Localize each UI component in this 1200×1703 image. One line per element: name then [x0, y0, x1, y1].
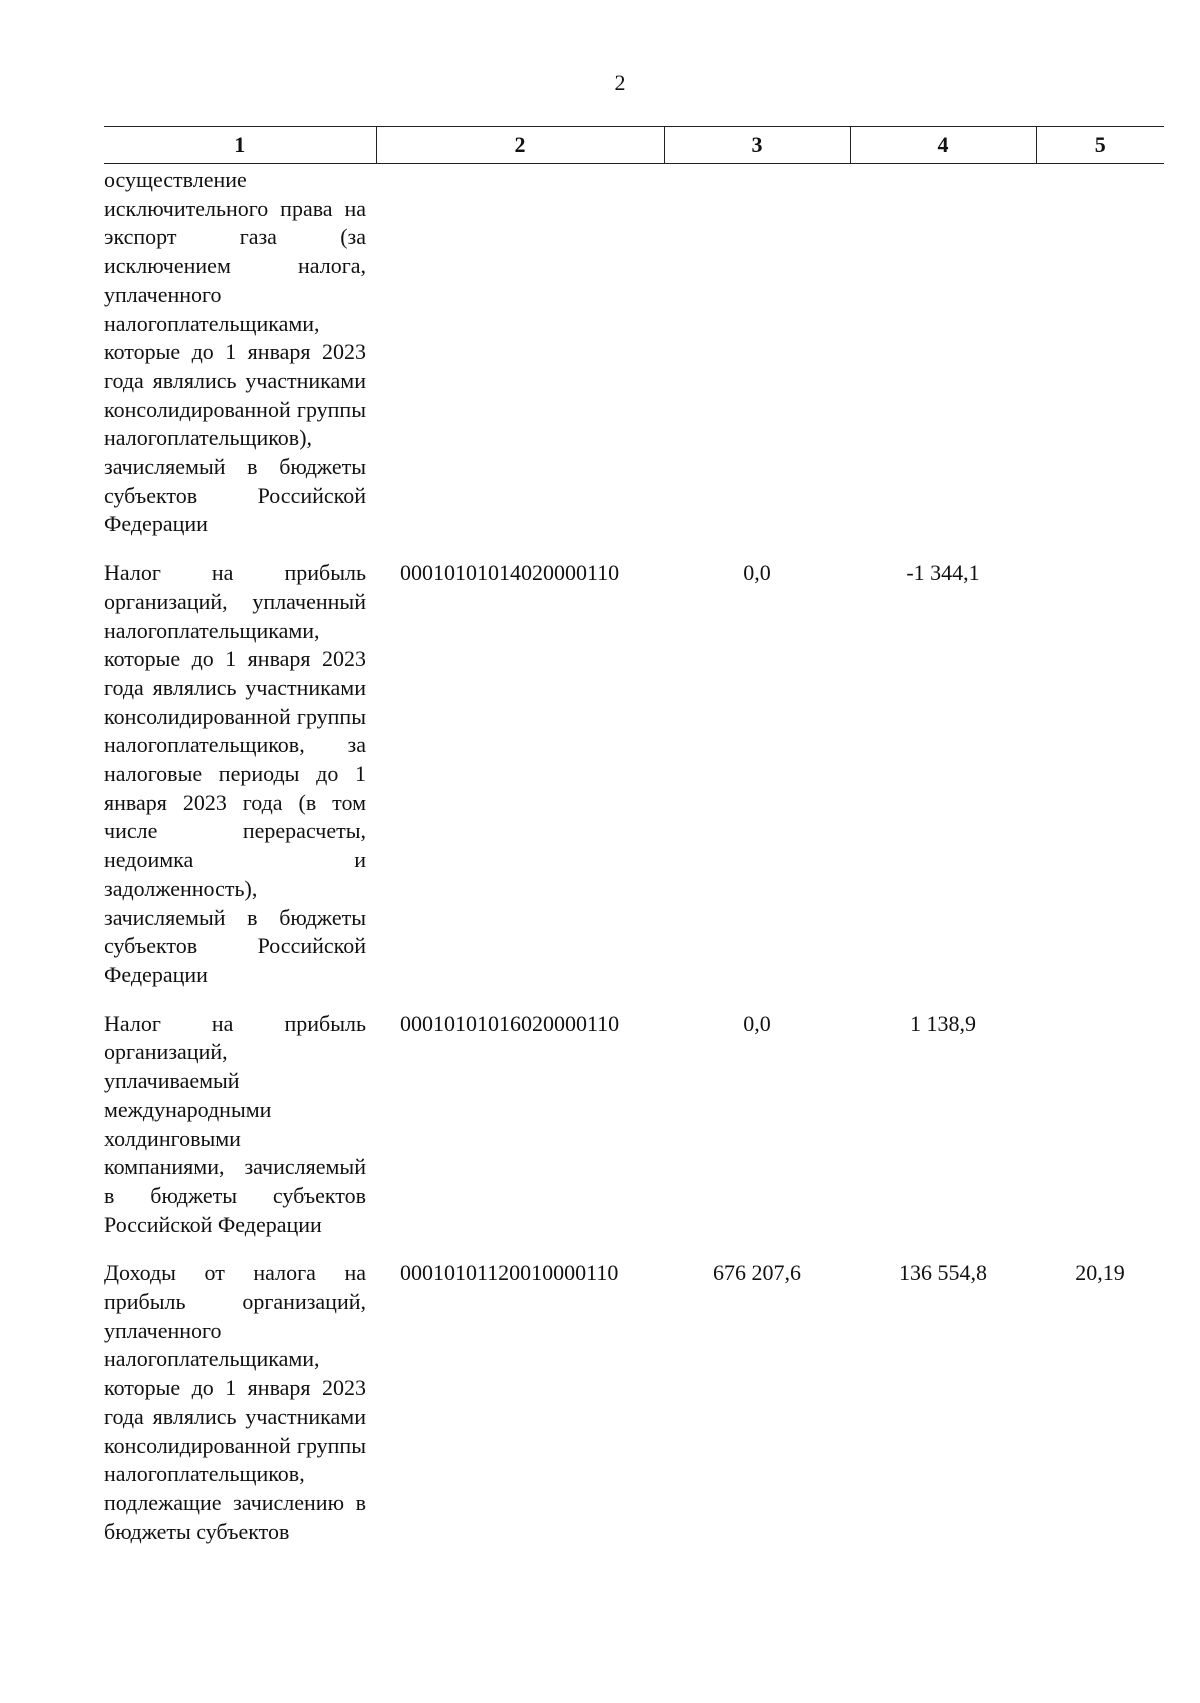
row-actual: -1 344,1 [906, 560, 980, 586]
row-name: осуществление исключительного права на экспорт газа (за исключением налога, уплаченного налогоплательщиками, которые до 1 января 2023 года являлись участниками консолидированной группы налогоплательщиков), зачисляемый в бюджеты субъектов Российской Федерации [104, 167, 366, 537]
column-header-4: 4 [850, 127, 1036, 164]
row-actual: 136 554,8 [899, 1260, 987, 1286]
header-row [104, 127, 1164, 164]
row-percent [1036, 1010, 1164, 1260]
table-row [104, 1010, 1164, 1260]
row-percent [1036, 164, 1164, 560]
table-row [104, 164, 1164, 560]
row-actual [850, 164, 1036, 560]
row-plan [664, 164, 850, 560]
table-row [104, 559, 1164, 1010]
column-header-5: 5 [1036, 127, 1164, 164]
row-name: Налог на прибыль организаций, уплачиваемый международными холдинговыми компаниями, зачисляемый в бюджеты субъектов Российской Федерации [104, 1010, 366, 1237]
page-number: 2 [614, 70, 626, 95]
column-header-1: 1 [104, 127, 376, 164]
row-code: 00010101014020000110 [400, 560, 620, 586]
row-plan: 676 207,6 [713, 1260, 801, 1286]
row-percent [1036, 559, 1164, 1010]
row-actual: 1 138,9 [910, 1010, 976, 1036]
table-row [104, 1259, 1164, 1566]
row-name: Доходы от налога на прибыль организаций, уплаченного налогоплательщиками, которые до 1 января 2023 года являлись участниками консолидированной группы налогоплательщиков, подлежащие зачислению в бюджеты субъектов [104, 1260, 366, 1544]
row-code [376, 164, 664, 560]
column-header-2: 2 [376, 127, 664, 164]
budget-table [104, 126, 1164, 1566]
row-percent: 20,19 [1075, 1260, 1125, 1286]
row-code: 00010101120010000110 [400, 1260, 619, 1286]
column-header-3: 3 [664, 127, 850, 164]
row-plan: 0,0 [743, 1010, 771, 1036]
row-plan: 0,0 [743, 560, 771, 586]
row-code: 00010101016020000110 [400, 1010, 620, 1036]
row-name: Налог на прибыль организаций, уплаченный налогоплательщиками, которые до 1 января 2023 года являлись участниками консолидированной группы налогоплательщиков, за налоговые периоды до 1 января 2023 года (в том числе перерасчеты, недоимка и задолженность), зачисляемый в бюджеты субъектов Российской Федерации [104, 560, 366, 987]
